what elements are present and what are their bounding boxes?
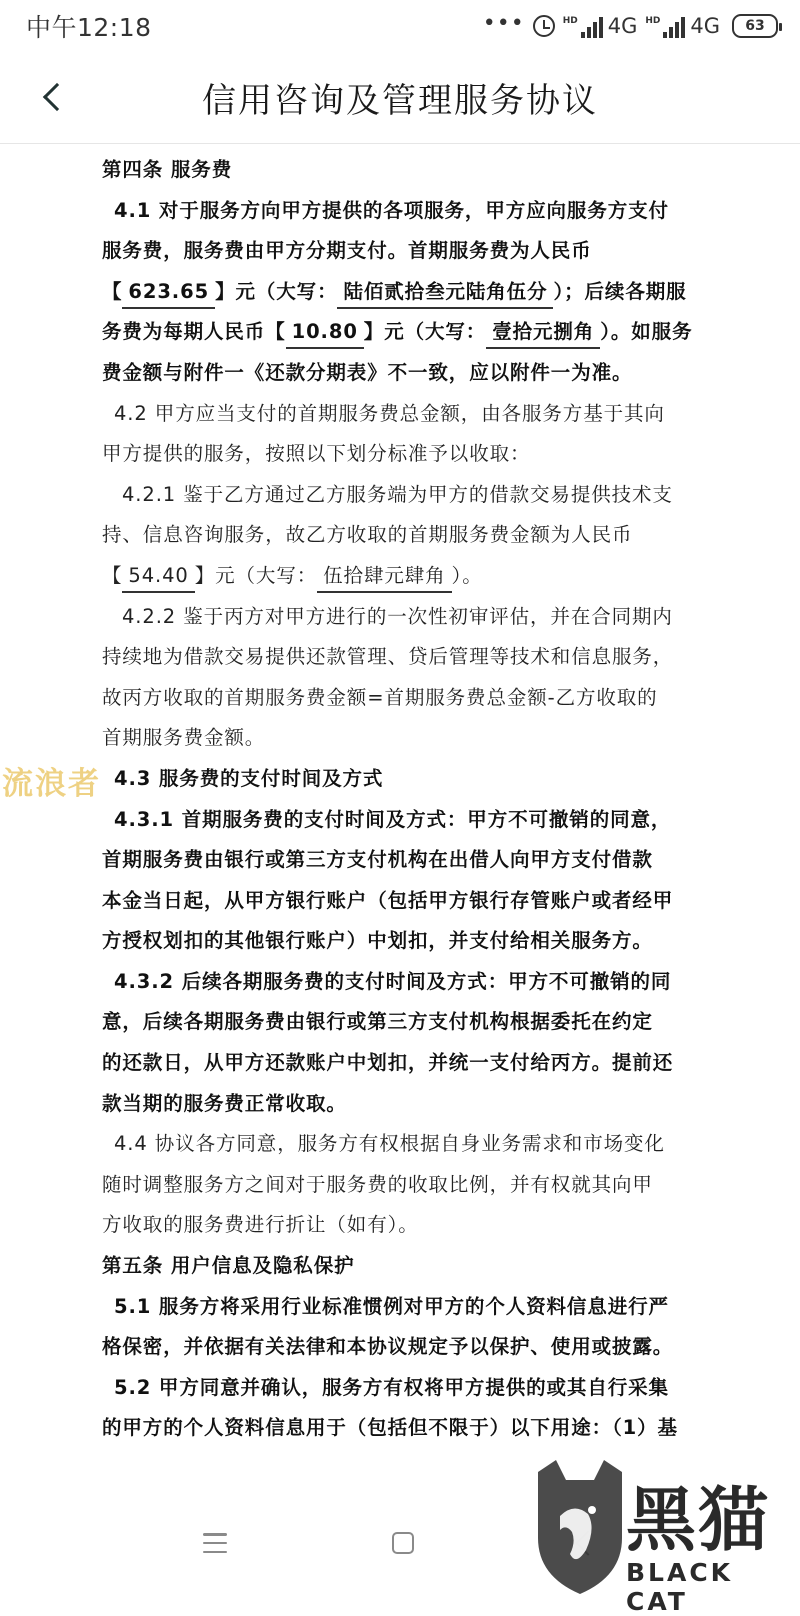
alarm-icon [533, 15, 555, 37]
signal-2 [645, 14, 720, 38]
clause-4-2-1-line: 4.2.1 鉴于乙方通过乙方服务端为甲方的借款交易提供技术支 [122, 482, 673, 506]
inline-text: ）。如服务 [600, 320, 693, 344]
clause-4-3-1-line: 4.3.1 首期服务费的支付时间及方式：甲方不可撤销的同意， [114, 807, 672, 831]
first-fee-amount: 623.65 [122, 277, 215, 309]
clause-4-2-2-line: 故丙方收取的首期服务费金额=首期服务费总金额-乙方收取的 [102, 685, 658, 709]
signal-bars-icon [581, 16, 603, 38]
inline-text: 】元（大写： [215, 279, 338, 303]
clause-4-4-line: 4.4 协议各方同意，服务方有权根据自身业务需求和市场变化 [114, 1132, 665, 1156]
watermark-text: 流浪者 [2, 766, 101, 802]
app-header [0, 52, 800, 144]
network-type-2: 4G [690, 14, 720, 38]
home-button[interactable] [392, 1532, 414, 1554]
bracket-text: 【 [102, 279, 123, 303]
more-notifications-icon: ••• [482, 10, 525, 36]
clause-4-2-2-line: 首期服务费金额。 [102, 726, 266, 750]
clause-4-4-line: 方收取的服务费进行折让（如有）。 [102, 1213, 419, 1237]
status-bar [0, 0, 800, 52]
clause-4-1-line: 费金额与附件一《还款分期表》不一致，应以附件一为准。 [102, 360, 633, 384]
status-icons [482, 10, 778, 38]
inline-text: ）。 [451, 563, 483, 587]
clause-4-3-2-line: 4.3.2 后续各期服务费的支付时间及方式：甲方不可撤销的同 [114, 969, 672, 993]
brand-name-en: BLACK CAT [626, 1558, 734, 1616]
network-type-1: 4G [607, 14, 638, 38]
signal-1 [563, 14, 638, 38]
clause-4-1-line [102, 272, 687, 313]
first-fee-amount-uppercase: 陆佰贰拾叁元陆角伍分 [337, 277, 553, 309]
clause-5-2-line: 5.2 甲方同意并确认，服务方有权将甲方提供的或其自行采集 [114, 1375, 669, 1399]
clause-4-3-1-line: 首期服务费由银行或第三方支付机构在出借人向甲方支付借款 [102, 848, 653, 872]
clause-4-3-2-line: 意，后续各期服务费由银行或第三方支付机构根据委托在约定 [102, 1010, 653, 1034]
clause-4-1-line: 4.1 对于服务方向甲方提供的各项服务，甲方应向服务方支付 [114, 198, 669, 222]
page-title: 信用咨询及管理服务协议 [202, 81, 598, 121]
clause-5-1-line: 格保密，并依据有关法律和本协议规定予以保护、使用或披露。 [102, 1335, 674, 1359]
article-4-title: 第四条 服务费 [102, 158, 233, 181]
inline-text: 】元（大写： [363, 320, 487, 344]
hd-label: HD [645, 16, 661, 26]
clause-4-2-1-line: 持、信息咨询服务，故乙方收取的首期服务费金额为人民币 [102, 523, 633, 547]
clause-4-2-line: 4.2 甲方应当支付的首期服务费总金额，由各服务方基于其向 [114, 401, 665, 425]
status-time: 中午12:18 [26, 13, 152, 42]
clause-5-2-line: 的甲方的个人资料信息用于（包括但不限于）以下用途：（1）基 [102, 1416, 678, 1440]
clause-4-3-1-line: 方授权划扣的其他银行账户）中划扣，并支付给相关服务方。 [102, 929, 653, 953]
clause-4-3-1-line: 本金当日起，从甲方银行账户（包括甲方银行存管账户或者经甲 [102, 888, 674, 912]
agreement-content[interactable] [102, 150, 693, 1449]
bracket-text: 【 [102, 563, 123, 587]
hd-label: HD [562, 16, 578, 26]
clause-4-2-2-line: 4.2.2 鉴于丙方对甲方进行的一次性初审评估，并在合同期内 [122, 604, 673, 628]
inline-text: 务费为每期人民币【 [102, 320, 286, 344]
inline-text: 】元（大写： [194, 563, 318, 587]
blackcat-logo [530, 1458, 800, 1616]
clause-4-1-line: 服务费，服务费由甲方分期支付。首期服务费为人民币 [102, 239, 592, 263]
chevron-left-icon [43, 83, 71, 111]
signal-bars-icon [663, 16, 685, 38]
party-b-fee-uppercase: 伍拾肆元肆角 [317, 561, 451, 593]
article-5-title: 第五条 用户信息及隐私保护 [102, 1254, 355, 1278]
period-fee-amount: 10.80 [286, 317, 364, 349]
clause-5-1-line: 5.1 服务方将采用行业标准惯例对甲方的个人资料信息进行严 [114, 1294, 669, 1318]
clause-4-1-line [102, 312, 693, 353]
menu-icon[interactable] [203, 1533, 227, 1553]
clause-4-3-2-line: 的还款日，从甲方还款账户中划扣，并统一支付给丙方。提前还 [102, 1051, 674, 1075]
battery-icon: 63 [732, 14, 778, 38]
clause-4-2-1-line [102, 556, 682, 597]
brand-name-cn: 黑猫 [626, 1479, 770, 1561]
clause-4-3-2-line: 款当期的服务费正常收取。 [102, 1091, 347, 1115]
cat-shield-icon [530, 1458, 630, 1596]
clause-4-3-title: 4.3 服务费的支付时间及方式 [114, 766, 384, 790]
period-fee-amount-uppercase: 壹拾元捌角 [486, 317, 600, 349]
clause-4-2-2-line: 持续地为借款交易提供还款管理、贷后管理等技术和信息服务， [102, 645, 674, 669]
inline-text: ）；后续各期服 [553, 279, 687, 303]
clause-4-2-line: 甲方提供的服务，按照以下划分标准予以收取： [102, 442, 531, 466]
party-b-fee-amount: 54.40 [122, 561, 194, 593]
clause-4-4-line: 随时调整服务方之间对于服务费的收取比例，并有权就其向甲 [102, 1172, 653, 1196]
back-button[interactable] [30, 74, 76, 120]
